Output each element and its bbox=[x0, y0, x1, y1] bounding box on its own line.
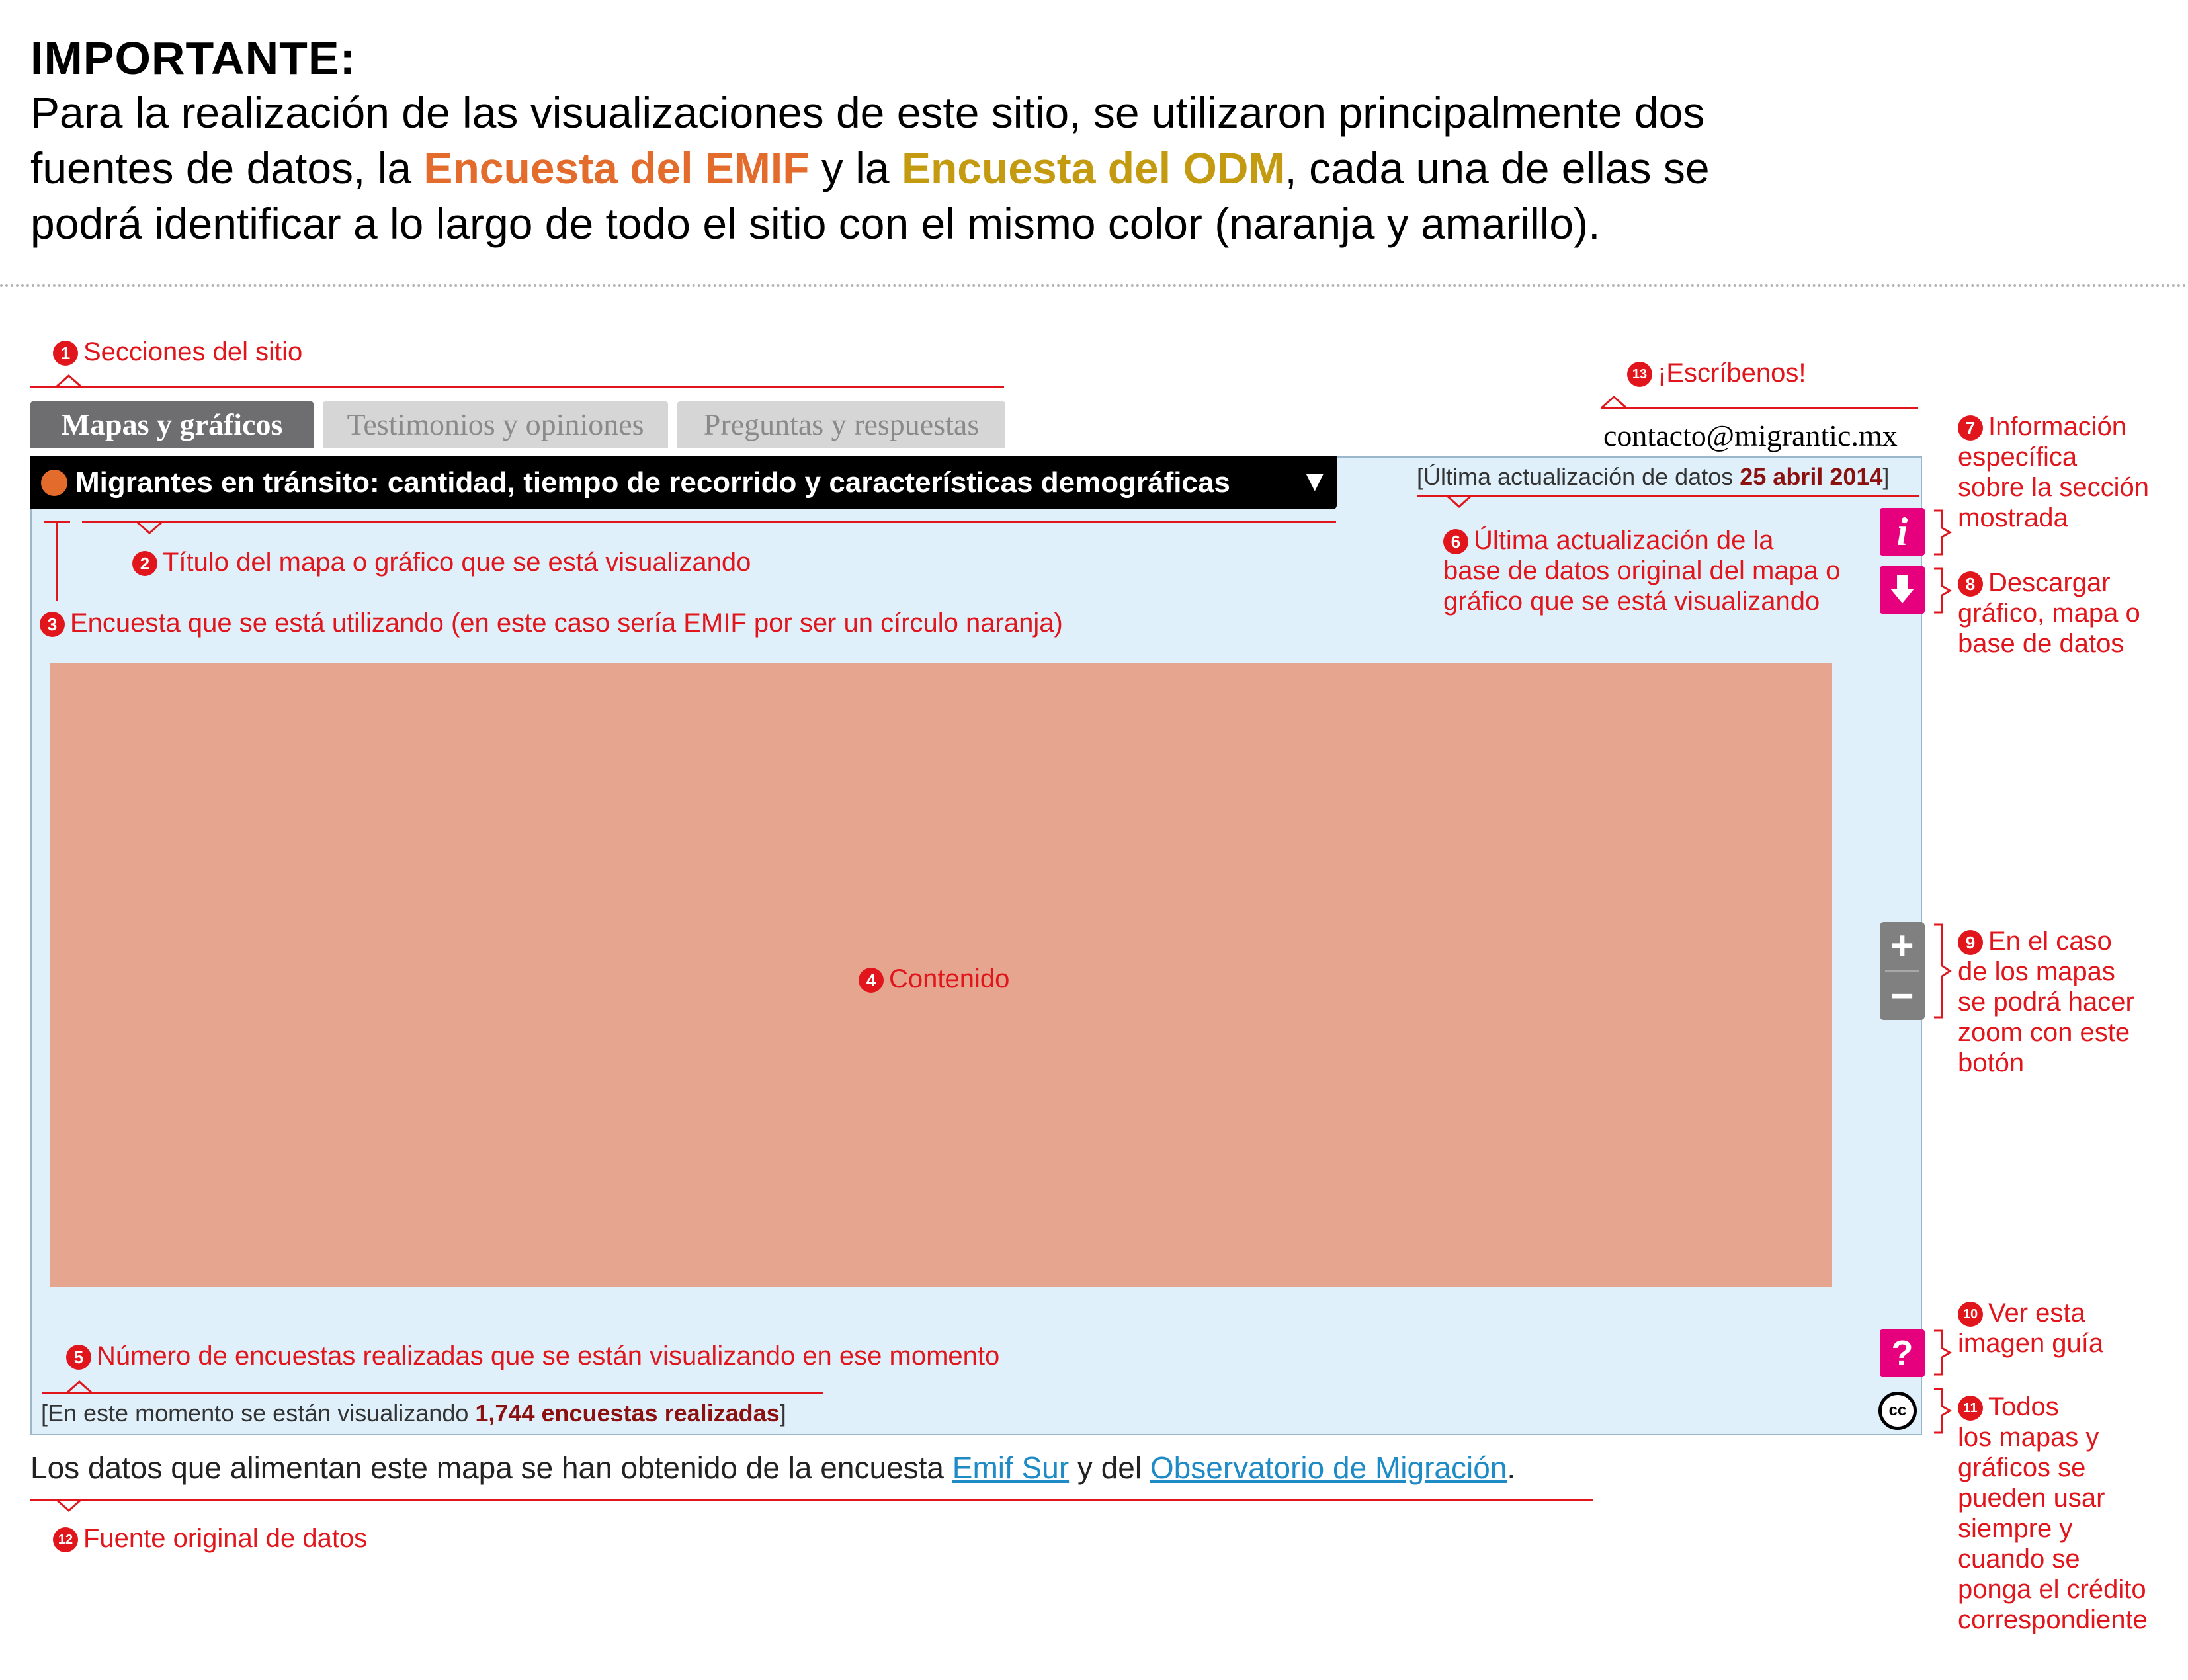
bracket-11 bbox=[1933, 1388, 1953, 1434]
annotation-11-line3: gráficos se bbox=[1958, 1453, 2086, 1482]
annotation-11-line6: cuando se bbox=[1958, 1544, 2080, 1574]
annotation-13 bbox=[1627, 357, 1806, 389]
annotation-9-line2: de los mapas bbox=[1958, 957, 2115, 986]
tab-preguntas-respuestas[interactable]: Preguntas y respuestas bbox=[677, 401, 1005, 448]
download-icon bbox=[1880, 566, 1925, 614]
survey-count-suffix: ] bbox=[779, 1400, 786, 1427]
badge-6: 6 bbox=[1443, 529, 1468, 554]
badge-3: 3 bbox=[40, 612, 65, 637]
survey-count-prefix: [En este momento se están visualizando bbox=[41, 1400, 476, 1427]
odm-label: Encuesta del ODM bbox=[901, 144, 1285, 192]
annotation-10-line2: imagen guía bbox=[1958, 1329, 2104, 1358]
annotation-8-line1: Descargar bbox=[1988, 568, 2111, 597]
panel-title: Migrantes en tránsito: cantidad, tiempo de recorrido y características demográficas bbox=[75, 466, 1230, 499]
panel-title-bar[interactable] bbox=[30, 456, 1337, 509]
badge-9: 9 bbox=[1958, 930, 1983, 955]
badge-12: 12 bbox=[53, 1527, 78, 1552]
bracket-5 bbox=[42, 1392, 823, 1394]
annotation-7 bbox=[1958, 411, 2149, 533]
data-source-text-a: Los datos que alimentan este mapa se han obtenido de la encuesta bbox=[30, 1450, 952, 1485]
bracket-13-notch bbox=[1601, 396, 1627, 409]
last-update-date: 25 abril 2014 bbox=[1740, 463, 1883, 490]
download-button[interactable] bbox=[1880, 566, 1925, 614]
badge-7: 7 bbox=[1958, 415, 1983, 441]
link-emif-sur[interactable]: Emif Sur bbox=[952, 1450, 1070, 1485]
badge-11: 11 bbox=[1958, 1396, 1983, 1421]
badge-4: 4 bbox=[859, 968, 884, 993]
annotation-9 bbox=[1958, 926, 2134, 1078]
annotation-12-text: Fuente original de datos bbox=[83, 1524, 368, 1553]
data-source-text-b: y del bbox=[1069, 1450, 1150, 1485]
annotation-10 bbox=[1958, 1298, 2103, 1359]
annotation-7-line2: específica bbox=[1958, 442, 2078, 472]
bracket-9 bbox=[1933, 923, 1953, 1019]
annotation-11-line2: los mapas y bbox=[1958, 1423, 2099, 1452]
annotation-6-line1: Última actualización de la bbox=[1474, 526, 1774, 555]
bracket-3-stem bbox=[56, 521, 58, 601]
badge-5: 5 bbox=[66, 1345, 91, 1370]
tab-mapas-graficos[interactable]: Mapas y gráficos bbox=[30, 401, 314, 448]
survey-indicator-emif bbox=[41, 470, 67, 496]
data-source-text-c: . bbox=[1507, 1450, 1516, 1485]
annotation-9-line3: se podrá hacer bbox=[1958, 987, 2134, 1017]
annotation-11-line1: Todos bbox=[1988, 1392, 2059, 1421]
annotation-7-line4: mostrada bbox=[1958, 503, 2068, 532]
annotation-1 bbox=[53, 336, 302, 368]
annotation-5-text: Número de encuestas realizadas que se están visualizando en ese momento bbox=[97, 1341, 1000, 1370]
badge-2: 2 bbox=[132, 551, 157, 576]
annotation-6-line2: base de datos original del mapa o bbox=[1443, 556, 1841, 585]
header-title: IMPORTANTE: bbox=[30, 32, 356, 84]
annotation-9-line4: zoom con este bbox=[1958, 1018, 2130, 1047]
annotation-2-text: Título del mapa o gráfico que se está visualizando bbox=[163, 548, 751, 577]
annotation-8-line2: gráfico, mapa o bbox=[1958, 599, 2140, 628]
annotation-5 bbox=[66, 1340, 999, 1372]
bracket-2-notch bbox=[136, 521, 163, 534]
bracket-1-notch bbox=[56, 374, 82, 388]
header-line2-a: fuentes de datos, la bbox=[30, 144, 424, 192]
annotation-1-text: Secciones del sitio bbox=[83, 337, 303, 366]
zoom-out-button[interactable]: − bbox=[1890, 974, 1914, 1018]
annotation-6-line3: gráfico que se está visualizando bbox=[1443, 587, 1820, 616]
annotation-8 bbox=[1958, 567, 2140, 659]
bracket-12-notch bbox=[56, 1499, 82, 1512]
bracket-6-notch bbox=[1446, 495, 1472, 508]
annotation-13-text: ¡Escríbenos! bbox=[1658, 358, 1806, 388]
link-observatorio-migracion[interactable]: Observatorio de Migración bbox=[1150, 1450, 1507, 1485]
bracket-7 bbox=[1933, 509, 1953, 556]
bracket-1 bbox=[30, 386, 1004, 388]
divider bbox=[0, 284, 2188, 287]
annotation-8-line3: base de datos bbox=[1958, 629, 2125, 658]
annotation-9-line1: En el caso bbox=[1988, 927, 2112, 956]
data-source-text bbox=[30, 1450, 1515, 1486]
cc-license-icon[interactable] bbox=[1878, 1392, 1917, 1430]
zoom-in-button[interactable]: + bbox=[1890, 923, 1914, 968]
last-update-suffix: ] bbox=[1882, 463, 1890, 490]
bracket-6 bbox=[1417, 495, 1919, 497]
badge-8: 8 bbox=[1958, 571, 1983, 597]
annotation-11-line8: correspondiente bbox=[1958, 1605, 2148, 1634]
annotation-11-line4: pueden usar bbox=[1958, 1484, 2105, 1513]
title-dropdown-icon[interactable]: ▼ bbox=[1300, 465, 1329, 497]
annotation-9-line5: botón bbox=[1958, 1048, 2025, 1077]
badge-13: 13 bbox=[1627, 362, 1652, 387]
header-line2-c: , cada una de ellas se bbox=[1284, 144, 1710, 192]
bracket-12 bbox=[30, 1499, 1593, 1501]
bracket-2 bbox=[82, 521, 1336, 523]
header-line2 bbox=[30, 140, 2015, 196]
annotation-3-text: Encuesta que se está utilizando (en este caso sería EMIF por ser un círculo naranja) bbox=[70, 609, 1063, 638]
contact-email[interactable]: contacto@migrantic.mx bbox=[1603, 419, 1898, 452]
info-button[interactable] bbox=[1880, 508, 1925, 556]
bracket-5-notch bbox=[66, 1380, 93, 1394]
annotation-7-line1: Información bbox=[1988, 412, 2126, 441]
help-button[interactable] bbox=[1880, 1329, 1925, 1377]
help-icon: ? bbox=[1891, 1333, 1914, 1373]
annotation-4-text: Contenido bbox=[889, 964, 1010, 993]
annotation-11 bbox=[1958, 1392, 2148, 1635]
bracket-13 bbox=[1601, 407, 1918, 409]
tab-testimonios-opiniones[interactable]: Testimonios y opiniones bbox=[323, 401, 668, 448]
annotation-12 bbox=[53, 1523, 367, 1554]
annotation-6 bbox=[1443, 525, 1840, 616]
survey-count-value: 1,744 encuestas realizadas bbox=[475, 1400, 780, 1427]
annotation-3 bbox=[40, 607, 1063, 639]
survey-count bbox=[41, 1400, 786, 1427]
header-line3: podrá identificar a lo largo de todo el sitio con el mismo color (naranja y amarillo). bbox=[30, 199, 1601, 248]
annotation-7-line3: sobre la sección bbox=[1958, 473, 2150, 502]
zoom-separator bbox=[1885, 970, 1919, 972]
last-update-prefix: [Última actualización de datos bbox=[1417, 463, 1740, 490]
bracket-8 bbox=[1933, 567, 1953, 614]
info-icon: i bbox=[1896, 510, 1908, 554]
header-line1: Para la realización de las visualizaciones de este sitio, se utilizaron principalmente dos bbox=[30, 88, 1705, 137]
annotation-11-line5: siempre y bbox=[1958, 1514, 2073, 1543]
annotation-2 bbox=[132, 546, 751, 578]
annotation-11-line7: ponga el crédito bbox=[1958, 1575, 2146, 1604]
emif-label: Encuesta del EMIF bbox=[423, 144, 810, 192]
cc-label: cc bbox=[1888, 1402, 1907, 1419]
annotation-10-line1: Ver esta bbox=[1988, 1298, 2085, 1327]
annotation-4 bbox=[859, 963, 1009, 995]
badge-10: 10 bbox=[1958, 1302, 1983, 1327]
last-update bbox=[1417, 463, 1889, 491]
header-line2-b: y la bbox=[809, 144, 902, 192]
header-intro bbox=[30, 85, 2015, 251]
badge-1: 1 bbox=[53, 341, 78, 366]
bracket-10 bbox=[1933, 1329, 1953, 1376]
